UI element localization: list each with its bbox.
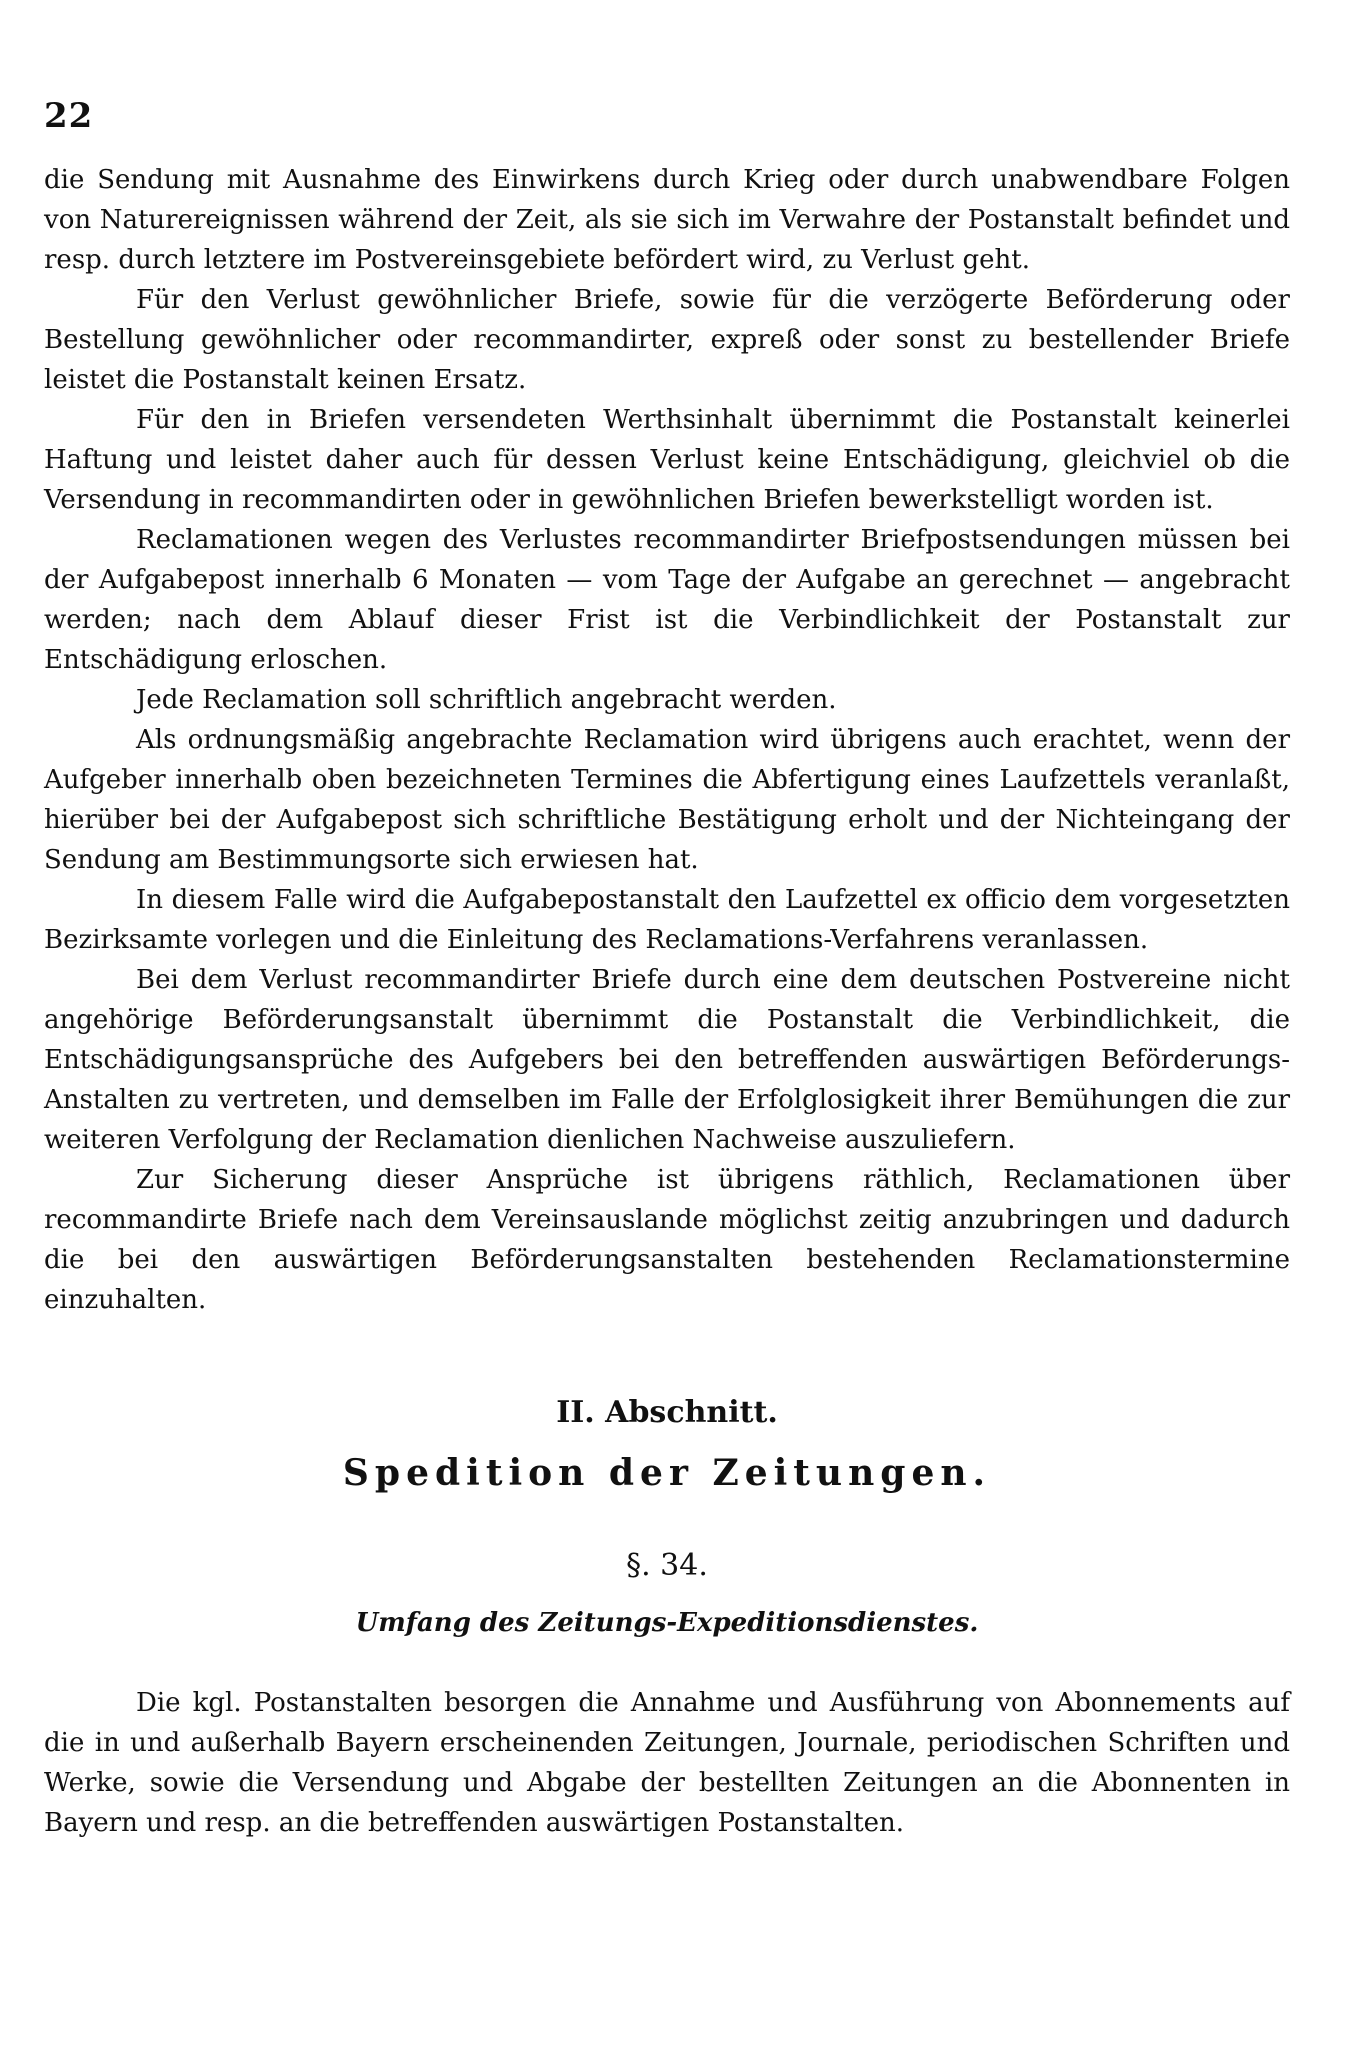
paragraph: Bei dem Verlust recommandirter Briefe durch eine dem deutschen Postvereine nicht angehörige Beförderungsanstalt übernimmt die Postanstalt die Verbindlichkeit, die Entschädigungsansprüche des Aufgebers bei den betreffenden auswärtigen Beförderungs-Anstalten zu vertreten, und demselben im Falle der Erfolglosigkeit ihrer Bemühungen die zur weiteren Verfolgung der Reclamation dienlichen Nachweise auszuliefern. <box>44 965 1290 1155</box>
body-text <box>44 160 1290 1320</box>
section-subtitle: Umfang des Zeitungs-Expeditionsdienstes. <box>355 1608 979 1638</box>
paragraph: In diesem Falle wird die Aufgabepostanstalt den Laufzettel ex officio dem vorgesetzten Bezirksamte vorlegen und die Einleitung des Reclamations-Verfahrens veranlassen. <box>44 885 1290 955</box>
section-title: Spedition der Zeitungen. <box>342 1452 992 1494</box>
paragraph: Reclamationen wegen des Verlustes recommandirter Briefpostsendungen müssen bei der Aufgabepost innerhalb 6 Monaten — vom Tage der Aufgabe an gerechnet — angebracht werden; nach dem Ablauf dieser Frist ist die Verbindlichkeit der Postanstalt zur Entschädigung erloschen. <box>44 525 1290 675</box>
page-number: 22 <box>44 96 94 136</box>
paragraph: Die kgl. Postanstalten besorgen die Annahme und Ausführung von Abonnements auf die in und außerhalb Bayern erscheinenden Zeitungen, Journale, periodischen Schriften und Werke, sowie die Versendung und Abgabe der bestellten Zeitungen an die Abonnenten in Bayern und resp. an die betreffenden auswärtigen Postanstalten. <box>44 1688 1290 1838</box>
paragraph: Jede Reclamation soll schriftlich angebracht werden. <box>136 685 837 715</box>
paragraph: Als ordnungsmäßig angebrachte Reclamation wird übrigens auch erachtet, wenn der Aufgeber innerhalb oben bezeichneten Termines die Abfertigung eines Laufzettels veranlaßt, hierüber bei der Aufgabepost sich schriftliche Bestätigung erholt und der Nichteingang der Sendung am Bestimmungsorte sich erwiesen hat. <box>44 725 1290 875</box>
paragraph: die Sendung mit Ausnahme des Einwirkens durch Krieg oder durch unabwendbare Folgen von Naturereignissen während der Zeit, als sie sich im Verwahre der Postanstalt befindet und resp. durch letztere im Postvereinsgebiete befördert wird, zu Verlust geht. <box>44 165 1290 275</box>
section-body <box>44 1683 1290 1843</box>
section-heading: II. Abschnitt. <box>556 1395 778 1430</box>
paragraph: Für den Verlust gewöhnlicher Briefe, sowie für die verzögerte Beförderung oder Bestellung gewöhnlicher oder recommandirter, expreß oder sonst zu bestellender Briefe leistet die Postanstalt keinen Ersatz. <box>44 285 1290 395</box>
paragraph: Für den in Briefen versendeten Werthsinhalt übernimmt die Postanstalt keinerlei Haftung und leistet daher auch für dessen Verlust keine Entschädigung, gleichviel ob die Versendung in recommandirten oder in gewöhnlichen Briefen bewerkstelligt worden ist. <box>44 405 1290 515</box>
paragraph-number: §. 34. <box>626 1548 708 1583</box>
paragraph: Zur Sicherung dieser Ansprüche ist übrigens räthlich, Reclamationen über recommandirte Briefe nach dem Vereinsauslande möglichst zeitig anzubringen und dadurch die bei den auswärtigen Beförderungsanstalten bestehenden Reclamationstermine einzuhalten. <box>44 1165 1290 1315</box>
